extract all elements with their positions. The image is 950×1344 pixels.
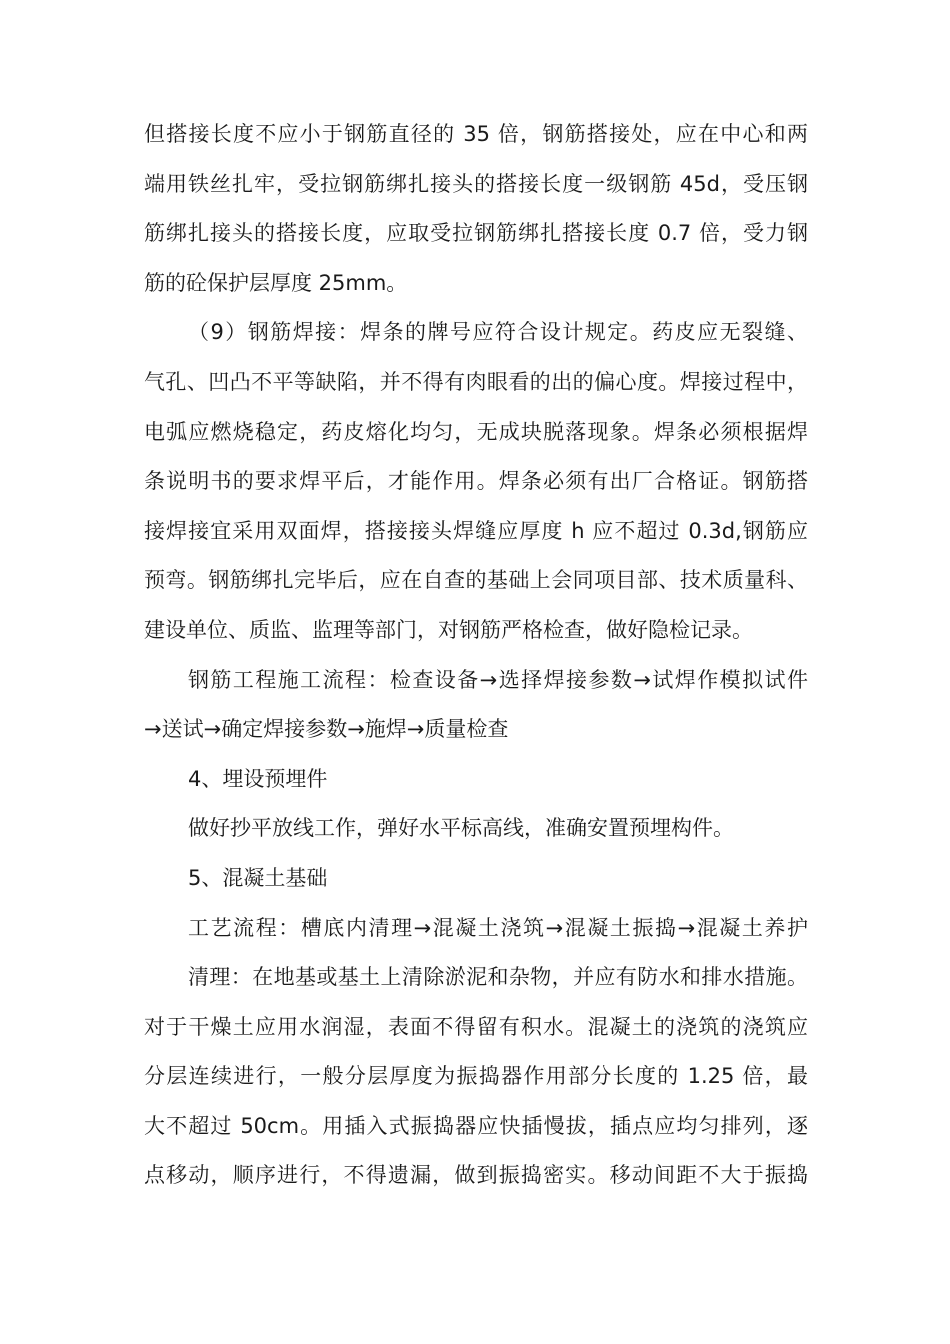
- text-line: 对于干燥土应用水润湿，表面不得留有积水。混凝土的浇筑的浇筑应: [144, 1014, 808, 1039]
- text-line: →送试→确定焊接参数→施焊→质量检查: [144, 717, 509, 742]
- text-line: 工艺流程：槽底内清理→混凝土浇筑→混凝土振捣→混凝土养护: [188, 915, 808, 940]
- text-line: 大不超过 50cm。用插入式振捣器应快插慢拔，插点应均匀排列，逐: [144, 1113, 808, 1138]
- text-line: 预弯。钢筋绑扎完毕后，应在自查的基础上会同项目部、技术质量科、: [144, 568, 808, 593]
- text-line: 端用铁丝扎牢，受拉钢筋绑扎接头的搭接长度一级钢筋 45d，受压钢: [144, 171, 808, 196]
- section-heading: 5、混凝土基础: [188, 865, 328, 890]
- text-line: 气孔、凹凸不平等缺陷，并不得有肉眼看的出的偏心度。焊接过程中，: [144, 369, 808, 394]
- text-line: 点移动，顺序进行，不得遗漏，做到振捣密实。移动间距不大于振捣: [144, 1163, 808, 1188]
- text-line: 条说明书的要求焊平后，才能作用。焊条必须有出厂合格证。钢筋搭: [144, 469, 808, 494]
- text-line: 分层连续进行，一般分层厚度为振捣器作用部分长度的 1.25 倍，最: [144, 1064, 808, 1089]
- text-line: 钢筋工程施工流程：检查设备→选择焊接参数→试焊作模拟试件: [188, 667, 808, 692]
- text-line: 但搭接长度不应小于钢筋直径的 35 倍，钢筋搭接处，应在中心和两: [144, 122, 808, 146]
- text-line: 清理：在地基或基土上清除淤泥和杂物，并应有防水和排水措施。: [188, 965, 808, 990]
- document-body: [144, 112, 808, 1203]
- text-line: （9）钢筋焊接：焊条的牌号应符合设计规定。药皮应无裂缝、: [188, 320, 808, 345]
- text-line: 接焊接宜采用双面焊，搭接接头焊缝应厚度 h 应不超过 0.3d,钢筋应: [144, 518, 808, 543]
- text-line: 做好抄平放线工作，弹好水平标高线，准确安置预埋构件。: [188, 816, 734, 841]
- section-heading: 4、埋设预埋件: [188, 766, 328, 791]
- text-line: 电弧应燃烧稳定，药皮熔化均匀，无成块脱落现象。焊条必须根据焊: [144, 419, 808, 444]
- text-line: 筋的砼保护层厚度 25mm。: [144, 270, 408, 295]
- text-line: 筋绑扎接头的搭接长度，应取受拉钢筋绑扎搭接长度 0.7 倍，受力钢: [144, 221, 808, 246]
- text-line: 建设单位、质监、监理等部门，对钢筋严格检查，做好隐检记录。: [144, 617, 753, 642]
